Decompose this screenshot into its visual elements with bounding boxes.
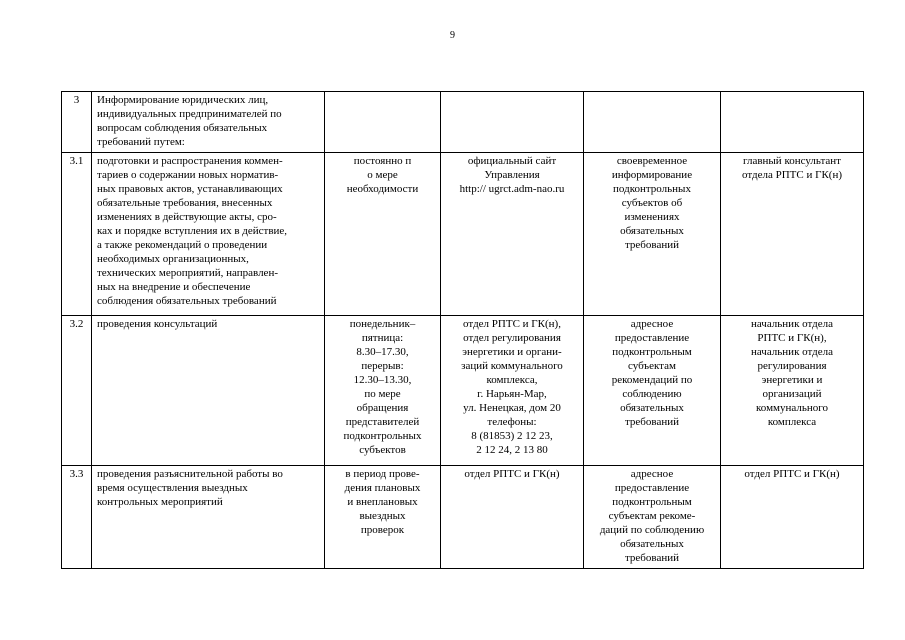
cell-line: проведения консультаций xyxy=(97,318,218,330)
cell-line: постоянно п xyxy=(353,155,412,167)
cell-line: информирование xyxy=(611,169,693,181)
table-row xyxy=(62,153,864,316)
cell-line: тариев о содержании новых норматив- xyxy=(97,169,279,181)
row-number-cell: 3.1 xyxy=(62,153,92,316)
result-cell xyxy=(584,153,721,316)
cell-line: требований xyxy=(624,552,679,564)
cell-line: подконтрольных xyxy=(343,430,422,442)
cell-line: субъектам рекоме- xyxy=(608,510,696,522)
cell-line: 12.30–13.30, xyxy=(353,374,412,386)
cell-line: регулирования xyxy=(757,360,827,372)
cell-line: пятница: xyxy=(361,332,404,344)
cell-line: необходимых организационных, xyxy=(97,253,249,265)
cell-line: вопросам соблюдения обязательных xyxy=(97,122,268,134)
cell-line: 2 12 24, 2 13 80 xyxy=(476,444,548,456)
responsible-cell xyxy=(721,92,864,153)
cell-line: обращения xyxy=(356,402,409,414)
cell-line: рекомендаций по xyxy=(611,374,693,386)
cell-line: энергетики и органи- xyxy=(462,346,562,358)
period-cell xyxy=(325,92,441,153)
cell-line: перерыв: xyxy=(361,360,404,372)
period-cell xyxy=(325,466,441,569)
cell-line: и внеплановых xyxy=(347,496,418,508)
cell-line: коммунального xyxy=(756,402,828,414)
cell-line: требований xyxy=(624,239,679,251)
cell-line: ных на внедрение и обеспечение xyxy=(97,281,251,293)
cell-line: подконтрольных xyxy=(613,183,691,195)
responsible-cell xyxy=(721,153,864,316)
cell-line: даций по соблюдению xyxy=(599,524,705,536)
method-cell xyxy=(441,316,584,466)
cell-line: проверок xyxy=(360,524,405,536)
cell-line: заций коммунального xyxy=(461,360,563,372)
cell-line: отдел РПТС и ГК(н) xyxy=(744,468,840,480)
table-row xyxy=(62,316,864,466)
responsible-cell xyxy=(721,466,864,569)
cell-line: технических мероприятий, направлен- xyxy=(97,267,278,279)
cell-line: главный консультант xyxy=(743,155,841,167)
activity-cell xyxy=(92,316,325,466)
activity-cell xyxy=(92,153,325,316)
cell-line: требований xyxy=(624,416,679,428)
result-cell xyxy=(584,92,721,153)
measures-table xyxy=(61,91,864,569)
row-number-cell: 3 xyxy=(62,92,92,153)
method-cell xyxy=(441,153,584,316)
cell-line: отдел регулирования xyxy=(463,332,561,344)
cell-line: ул. Ненецкая, дом 20 xyxy=(463,402,561,414)
cell-line: энергетики и xyxy=(761,374,823,386)
table-row xyxy=(62,92,864,153)
cell-line: обязательные требования, внесенных xyxy=(97,197,273,209)
cell-line: а также рекомендаций о проведении xyxy=(97,239,268,251)
cell-line: по мере xyxy=(364,388,401,400)
row-number-cell: 3.3 xyxy=(62,466,92,569)
cell-line: отдел РПТС и ГК(н) xyxy=(464,468,560,480)
cell-line: соблюдения обязательных требований xyxy=(97,295,277,307)
result-cell xyxy=(584,316,721,466)
cell-line: дения плановых xyxy=(344,482,421,494)
cell-line: субъектам xyxy=(628,360,676,372)
cell-line: РПТС и ГК(н), xyxy=(757,332,827,344)
row-number-cell: 3.2 xyxy=(62,316,92,466)
cell-line: необходимости xyxy=(346,183,419,195)
cell-line: телефоны: xyxy=(487,416,537,428)
cell-line: Управления xyxy=(484,169,540,181)
cell-line: Информирование юридических лиц, xyxy=(97,94,269,106)
cell-line: проведения разъяснительной работы во xyxy=(97,468,283,480)
cell-line: комплекса xyxy=(767,416,817,428)
cell-line: 8 (81853) 2 12 23, xyxy=(471,430,553,442)
cell-line: субъектов xyxy=(359,444,406,456)
method-cell xyxy=(441,466,584,569)
cell-line: выездных xyxy=(359,510,406,522)
cell-line: индивидуальных предпринимателей по xyxy=(97,108,282,120)
cell-line: предоставление xyxy=(614,332,690,344)
cell-line: 8.30–17.30, xyxy=(356,346,409,358)
cell-line: своевременное xyxy=(616,155,688,167)
cell-line: отдел РПТС и ГК(н), xyxy=(463,318,561,330)
cell-line: организаций xyxy=(762,388,822,400)
cell-line: ках и порядке вступления их в действие, xyxy=(97,225,288,237)
cell-line: изменениях xyxy=(624,211,680,223)
cell-line: обязательных xyxy=(620,538,684,550)
cell-line: ных правовых актов, устанавливающих xyxy=(97,183,283,195)
cell-line: отдела РПТС и ГК(н) xyxy=(741,169,843,181)
responsible-cell xyxy=(721,316,864,466)
cell-line: http:// ugrct.adm-nao.ru xyxy=(459,183,565,195)
cell-line: обязательных xyxy=(620,225,684,237)
period-cell xyxy=(325,153,441,316)
activity-cell xyxy=(92,466,325,569)
cell-line: время осуществления выездных xyxy=(97,482,248,494)
cell-line: начальник отдела xyxy=(750,346,834,358)
cell-line: контрольных мероприятий xyxy=(97,496,223,508)
cell-line: требований путем: xyxy=(97,136,185,148)
cell-line: обязательных xyxy=(620,402,684,414)
cell-line: представителей xyxy=(345,416,420,428)
cell-line: комплекса, xyxy=(486,374,538,386)
result-cell xyxy=(584,466,721,569)
cell-line: соблюдению xyxy=(622,388,682,400)
table-row xyxy=(62,466,864,569)
cell-line: подготовки и распространения коммен- xyxy=(97,155,283,167)
cell-line: адресное xyxy=(630,318,674,330)
method-cell xyxy=(441,92,584,153)
cell-line: подконтрольным xyxy=(612,346,692,358)
cell-line: предоставление xyxy=(614,482,690,494)
period-cell xyxy=(325,316,441,466)
cell-line: изменениях в действующие акты, сро- xyxy=(97,211,277,223)
cell-line: субъектов об xyxy=(621,197,683,209)
cell-line: о мере xyxy=(367,169,398,181)
activity-cell xyxy=(92,92,325,153)
cell-line: в период прове- xyxy=(345,468,420,480)
cell-line: официальный сайт xyxy=(467,155,557,167)
cell-line: начальник отдела xyxy=(750,318,834,330)
cell-line: подконтрольным xyxy=(612,496,692,508)
cell-line: г. Нарьян-Мар, xyxy=(477,388,547,400)
cell-line: понедельник– xyxy=(349,318,416,330)
page-number: 9 xyxy=(450,30,455,41)
cell-line: адресное xyxy=(630,468,674,480)
